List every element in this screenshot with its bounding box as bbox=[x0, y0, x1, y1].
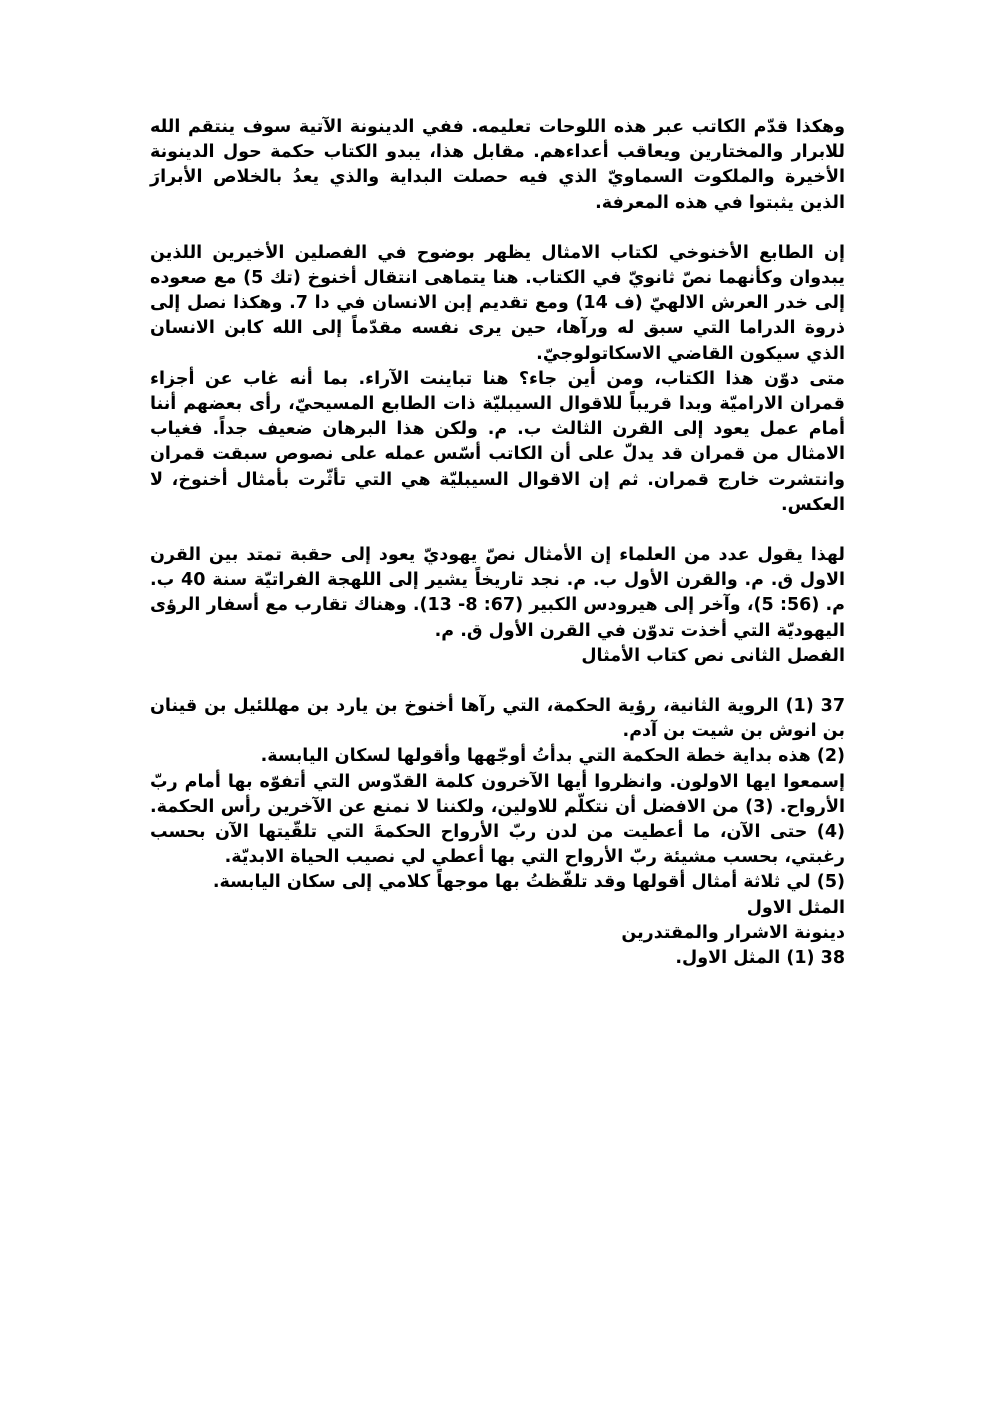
first-parable-title: المثل الاول bbox=[746, 897, 845, 918]
section-37-verse-1: 37 (1) الروية الثانية، رؤية الحكمة، التي رآها أخنوخ بن يارد بن مهللئيل بن قينان بن انوش بن شيت بن آدم. bbox=[150, 696, 845, 742]
section-37-verse-5: (5) لي ثلاثة أمثال أقولها وقد تلفّظتُ بها موجهاً كلامي إلى سكان اليابسة. bbox=[212, 872, 845, 893]
paragraph-enochic-character: إن الطابع الأخنوخي لكتاب الامثال يظهر بوضوح في الفصلين الأخيرين اللذين يبدوان وكأنهما نصّ ثانويّ في الكتاب. هنا يتماهى انتقال أخنوخ (تك 5) مع صعوده إلى خدر العرش الالهيّ (ف 14) ومع تقديم إبن الانسان في دا 7. وهكذا نصل إلى ذروة الدراما التي سبق له ورآها، حين يرى نفسه مقدّماً إلى الله كابن الانسان الذي سيكون القاضي الاسكاتولوجيّ. bbox=[150, 242, 845, 364]
section-37-verse-2: (2) هذه بداية خطة الحكمة التي بدأتُ أوجّهها وأقولها لسكان اليابسة. bbox=[260, 746, 845, 767]
document-page bbox=[150, 115, 845, 971]
chapter-title: الفصل الثانى نص كتاب الأمثال bbox=[581, 645, 845, 666]
paragraph-dating-question: متى دوّن هذا الكتاب، ومن أين جاء؟ هنا تباينت الآراء. بما أنه غاب عن أجزاء قمران الاراميّة وبدا قريباً للاقوال السيبليّة ذات الطابع المسيحيّ، رأى بعضهم أننا أمام عمل يعود إلى القرن الثالث ب. م. ولكن هذا البرهان ضعيف جداً. فغياب الامثال من قمران قد يدلّ على أن الكاتب أسّس عمله على نصوص سبقت قمران وانتشرت خارج قمران. ثم إن الاقوال السيبليّة هي التي تأثّرت بأمثال أخنوخ، لا العكس. bbox=[150, 368, 845, 515]
paragraph-scholars-dating: لهذا يقول عدد من العلماء إن الأمثال نصّ يهوديّ يعود إلى حقبة تمتد بين القرن الاول ق. م. والقرن الأول ب. م. نجد تاريخاً يشير إلى اللهجة الفراتيّة سنة 40 ب. م. (56: 5)، وآخر إلى هيرودس الكبير (67: 8- 13). وهناك تقارب مع أسفار الرؤى اليهوديّة التي أخذت تدوّن في القرن الأول ق. م. bbox=[150, 545, 845, 641]
section-37 bbox=[150, 694, 845, 896]
section-38-line: 38 (1) المثل الاول. bbox=[675, 948, 845, 969]
paragraph-judgment-summary: وهكذا قدّم الكاتب عبر هذه اللوحات تعليمه. ففي الدينونة الآتية سوف ينتقم الله للابرار والمختارين ويعاقب أعداءهم. مقابل هذا، يبدو الكتاب حكمة حول الدينونة الأخيرة والملكوت السماويّ الذي فيه حصلت البداية والذي يعدُ بالخلاص الأبرارَ الذين يثبتوا في هذه المعرفة. bbox=[150, 117, 845, 213]
judgment-title: دينونة الاشرار والمقتدرين bbox=[621, 922, 845, 943]
section-37-verses-3-4: إسمعوا ايها الاولون. وانظروا أيها الآخرون كلمة القدّوس التي أتفوّه بها أمام ربّ الأرواح. (3) من الافضل أن نتكلّم للاولين، ولكننا لا نمنع عن الآخرين رأس الحكمة. (4) حتى الآن، ما أعطيت من لدن ربّ الأرواح الحكمةَ التي تلقّيتها الآن بحسب رغبتي، بحسب مشيئة ربّ الأرواح التي بها أعطي لي نصيب الحياة الابديّة. bbox=[150, 771, 845, 868]
